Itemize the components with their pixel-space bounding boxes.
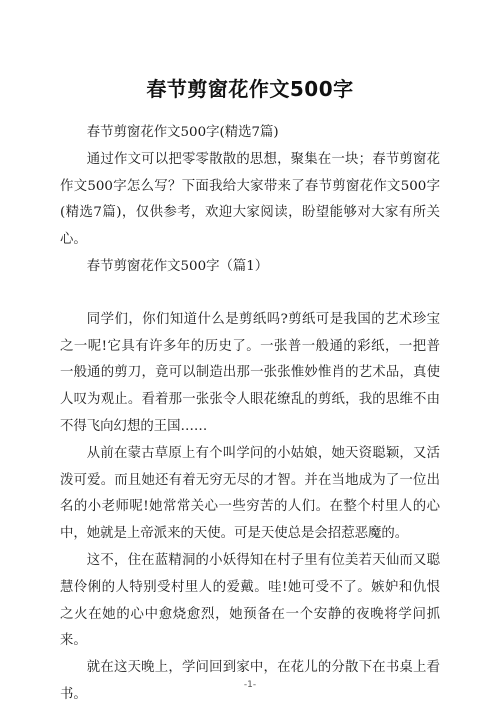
paragraph-body: 就在这天晚上，学问回到家中，在花儿的分散下在书桌上看书。	[60, 660, 440, 702]
paragraph-body: 同学们，你们知道什么是剪纸吗?剪纸可是我国的艺术珍宝之一呢!它具有许多年的历史了。一张普一般通的彩纸，一把普一般通的剪刀，竟可以制造出那一张张惟妙惟肖的艺术品，真使人叹为观止。看着那一张张令人眼花缭乱的剪纸，我的思维不由不得飞向幻想的王国……	[60, 311, 440, 434]
paragraph-body: 从前在蒙古草原上有个叫学问的小姑娘，她天资聪颖，又活泼可爱。而且她还有着无穷无尽的才智。并在当地成为了一位出名的小老师呢!她常常关心一些穷苦的人们。在整个村里人的心中，她就是上帝派来的天使。可是天使总是会招惹恶魔的。	[60, 445, 440, 542]
page-number: -1-	[243, 680, 257, 690]
document-title: 春节剪窗花作文500字	[146, 77, 354, 101]
document-body	[60, 120, 440, 709]
paragraph-subtitle: 春节剪窗花作文500字(精选7篇)	[86, 125, 279, 140]
paragraph-body: 这不，住在蓝精洞的小妖得知在村子里有位美若天仙而又聪慧伶俐的人特别受村里人的爱戴。哇!她可受不了。嫉妒和仇恨之火在她的心中愈烧愈烈，她预备在一个安静的夜晚将学问抓来。	[60, 552, 440, 649]
section-heading-1: 春节剪窗花作文500字（篇1）	[86, 258, 269, 274]
paragraph-intro: 通过作文可以把零零散散的思想，聚集在一块；春节剪窗花作文500字怎么写？下面我给大家带来了春节剪窗花作文500字(精选7篇)，仅供参考，欢迎大家阅读，盼望能够对大家有所关心。	[60, 151, 440, 248]
